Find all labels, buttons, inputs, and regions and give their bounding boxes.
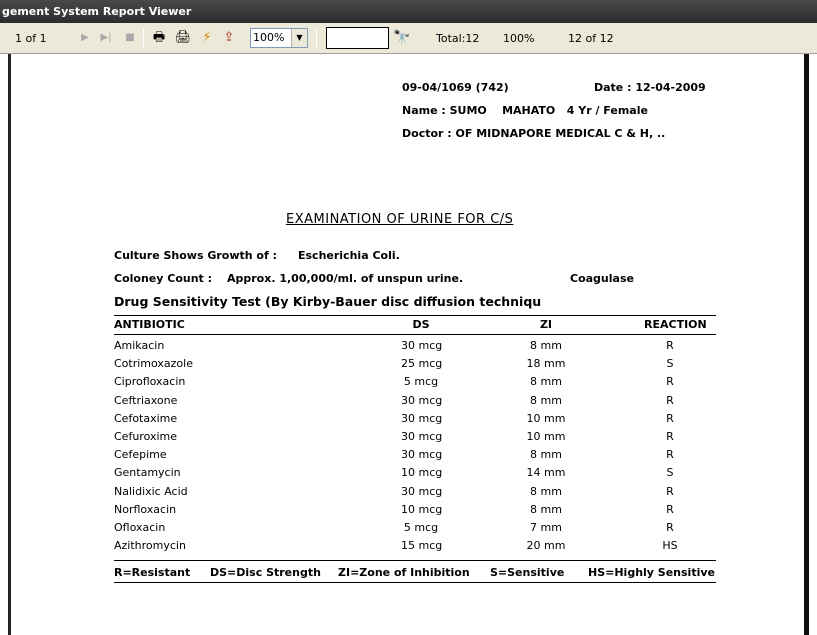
legend-highly-sensitive: HS=Highly Sensitive (588, 566, 715, 579)
colony-label: Coloney Count : (114, 272, 213, 285)
antibiotic-name: Nalidixic Acid (114, 484, 188, 498)
zone-inhibition: 8 mm (530, 393, 562, 407)
lab-number: 09-04/1069 (742) (402, 81, 509, 94)
last-page-icon[interactable]: ▶| (100, 32, 112, 43)
table-row (0, 394, 817, 412)
disc-strength: 5 mcg (403, 521, 439, 534)
reaction: R (666, 448, 674, 462)
match-count: 12 of 12 (568, 32, 614, 45)
total-count: Total:12 (436, 32, 480, 45)
report-toolbar (0, 23, 817, 54)
zone-inhibition: 14 mm (526, 466, 566, 480)
zone-inhibition: 10 mm (526, 411, 566, 425)
disc-strength: 30 mcg (401, 393, 443, 407)
disc-strength: 30 mcg (401, 411, 443, 425)
page-indicator: 1 of 1 (15, 32, 47, 45)
culture-value: Escherichia Coli. (298, 249, 400, 262)
stop-icon[interactable]: ■ (125, 32, 135, 43)
reaction: S (666, 466, 674, 480)
legend-disc-strength: DS=Disc Strength (210, 566, 321, 579)
reaction: R (666, 375, 674, 389)
antibiotic-name: Cefuroxime (114, 430, 178, 443)
antibiotic-name: Amikacin (114, 339, 165, 352)
legend-resistant: R=Resistant (114, 566, 191, 579)
disc-strength: 15 mcg (401, 539, 443, 553)
reaction: R (666, 521, 674, 534)
table-row (0, 412, 817, 430)
table-bottom-rule (114, 560, 716, 561)
disc-strength: 25 mcg (401, 357, 443, 371)
col-header-antibiotic: ANTIBIOTIC (114, 318, 185, 331)
colony-value: Approx. 1,00,000/ml. of unspun urine. (227, 272, 464, 285)
antibiotic-name: Cefotaxime (114, 411, 178, 425)
zone-inhibition: 8 mm (530, 375, 562, 389)
window-title: gement System Report Viewer (0, 0, 817, 23)
table-row (0, 357, 817, 375)
print-setup-icon[interactable]: 🖨 (174, 30, 192, 45)
report-viewport[interactable] (0, 54, 817, 635)
antibiotic-name: Ofloxacin (114, 521, 166, 534)
zoom-value: 100% (253, 31, 285, 44)
binoculars-icon[interactable]: 🔭 (393, 30, 411, 46)
legend-rule (114, 582, 716, 583)
refresh-lightning-icon[interactable]: ⚡ (202, 30, 212, 45)
table-row (0, 339, 817, 357)
antibiotic-name: Cotrimoxazole (114, 357, 193, 371)
reaction: R (666, 484, 674, 498)
table-row (0, 448, 817, 466)
antibiotic-name: Cefepime (114, 448, 167, 462)
reaction: R (666, 393, 674, 407)
legend-zone-inhibition: ZI=Zone of Inhibition (338, 566, 470, 579)
table-row (0, 521, 817, 539)
col-header-zi: ZI (539, 318, 553, 331)
disc-strength: 30 mcg (401, 430, 443, 443)
disc-strength: 30 mcg (401, 448, 443, 462)
doctor-name: Doctor : OF MIDNAPORE MEDICAL C & H, .. (402, 127, 666, 140)
table-row (0, 485, 817, 503)
zone-inhibition: 7 mm (530, 521, 562, 534)
print-icon[interactable]: 🖶 (152, 30, 166, 45)
report-title: EXAMINATION OF URINE FOR C/S (286, 212, 514, 227)
disc-strength: 5 mcg (403, 375, 439, 389)
antibiotic-name: Ciprofloxacin (114, 375, 186, 389)
coagulase-label: Coagulase (570, 272, 634, 285)
zoom-percent: 100% (503, 32, 535, 45)
zone-inhibition: 10 mm (526, 430, 566, 443)
table-header-rule (114, 334, 716, 335)
sensitivity-heading: Drug Sensitivity Test (By Kirby-Bauer disc diffusion techniqu (114, 294, 542, 309)
col-header-ds: DS (412, 318, 430, 331)
chevron-down-icon[interactable]: ▼ (291, 29, 307, 47)
zone-inhibition: 8 mm (530, 339, 562, 352)
reaction: R (666, 430, 674, 443)
disc-strength: 30 mcg (401, 484, 443, 498)
zoom-select[interactable] (250, 28, 308, 48)
legend-sensitive: S=Sensitive (490, 566, 565, 579)
reaction: R (666, 411, 674, 425)
zone-inhibition: 18 mm (526, 357, 566, 371)
reaction: HS (662, 539, 678, 553)
table-row (0, 430, 817, 448)
table-row (0, 466, 817, 484)
report-date: Date : 12-04-2009 (594, 81, 706, 94)
disc-strength: 30 mcg (401, 339, 443, 352)
antibiotic-name: Azithromycin (114, 539, 186, 553)
culture-label: Culture Shows Growth of : (114, 249, 277, 262)
reaction: R (666, 502, 674, 516)
table-row (0, 539, 817, 557)
antibiotic-name: Ceftriaxone (114, 393, 178, 407)
table-top-rule (114, 315, 716, 316)
patient-name: Name : SUMO MAHATO 4 Yr / Female (402, 104, 648, 117)
reaction: S (666, 357, 674, 371)
zone-inhibition: 20 mm (526, 539, 566, 553)
reaction: R (666, 339, 674, 352)
col-header-reaction: REACTION (644, 318, 707, 331)
disc-strength: 10 mcg (401, 502, 443, 516)
disc-strength: 10 mcg (401, 466, 443, 480)
table-row (0, 503, 817, 521)
antibiotic-name: Norfloxacin (114, 502, 177, 516)
find-input[interactable] (326, 27, 389, 49)
table-row (0, 375, 817, 393)
zone-inhibition: 8 mm (530, 502, 562, 516)
export-icon[interactable]: ⇪ (223, 30, 235, 45)
zone-inhibition: 8 mm (530, 448, 562, 462)
antibiotic-name: Gentamycin (114, 466, 181, 480)
zone-inhibition: 8 mm (530, 484, 562, 498)
next-page-icon[interactable]: ▶ (81, 32, 89, 43)
